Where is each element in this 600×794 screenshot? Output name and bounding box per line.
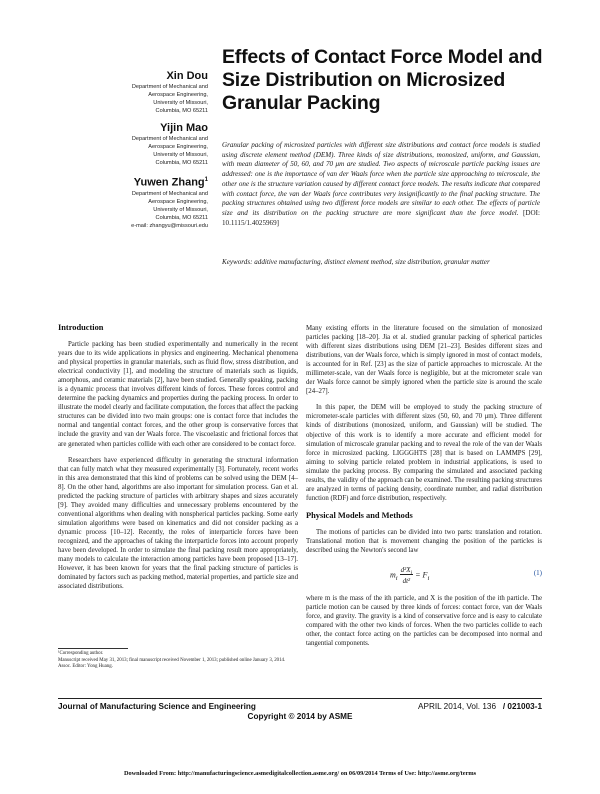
page-number: / 021003-1 — [502, 702, 542, 711]
equation-rhs: = F — [415, 570, 428, 580]
author-affiliation-line: Aerospace Engineering, — [148, 92, 208, 98]
author-list — [40, 70, 208, 237]
equation-denominator: dt² — [402, 577, 411, 586]
body-paragraph: Many existing efforts in the literature focused on the simulation of monosized particles packing [18–20]. Jia et al. studied granular packing of spherical particles with different sizes distributions using DEM [21–23]. Besides different sizes and distributions, van der Waals force, which is simply ignored in most of contact models, is accounted for in Ref. [23] as the size of particle approaches to microscale. At the millimeter-scale, van der Waals force is negligible, but at the micrometer scale van der Waals force cannot be simply ignored when the particle size is around the scale [24–27]. — [306, 325, 542, 396]
author-affiliation-line: Department of Mechanical and — [131, 136, 208, 142]
footnote-received: Manuscript received May 31, 2013; final manuscript received November 1, 2013; published online January 3, 2014. Assoc. Editor: Yong Huang. — [58, 657, 286, 670]
equation-numerator-text: d²X — [400, 566, 411, 575]
author-affiliation-line: University of Missouri, — [153, 100, 208, 106]
footnote — [58, 651, 298, 671]
issue-date-volume: APRIL 2014, Vol. 136 — [418, 702, 497, 711]
copyright: Copyright © 2014 by ASME — [247, 712, 353, 721]
download-notice[interactable]: Downloaded From: http://manufacturingscience.asmedigitalcollection.asme.org/ on 06/09/2014 Terms of Use: http://asme.org/terms — [123, 770, 477, 777]
issue-info — [418, 702, 542, 711]
author-name — [40, 174, 208, 190]
equation-body — [390, 566, 429, 585]
equation-newton — [306, 562, 542, 588]
equation-mass: m — [390, 570, 396, 580]
body-paragraph: Particle packing has been studied experimentally and numerically in the recent years due to its wide applications in physics and engineering. Mechanical phenomena and physical properties in granular materials, such as fluid flow, stress distribution, and electrical conductivity [1], and modeling the structure of materials such as liquids, amorphous, and ceramic materials [2], have been studied. Generally speaking, packing is a dynamic process that involves different kinds of forces. These forces control and determine the packing dynamics and properties during the packing process. In order to illustrate the model clearly and facilitate computation, the forces that affect the packing structures can be divided into two main groups: one is contact force that includes the normal and tangential contact forces, and the other group is conservative forces that include the gravity and van der Waals force. The viscoelastic and frictional forces that are generated when particles collide with each other are considered to be contact force. — [58, 341, 298, 448]
equation-subscript: i — [410, 570, 413, 577]
author-affiliation-line: University of Missouri, — [153, 152, 208, 158]
author-email[interactable]: e-mail: zhangyu@missouri.edu — [131, 222, 208, 229]
author-affiliation-line: Department of Mechanical and — [131, 190, 208, 197]
footer-rule — [58, 698, 542, 699]
author-affiliation-line: Columbia, MO 65211 — [155, 160, 208, 166]
author-affiliation-line: Aerospace Engineering, — [148, 144, 208, 150]
section-heading-introduction: Introduction — [58, 323, 104, 332]
left-column — [58, 322, 298, 598]
keywords: Keywords: additive manufacturing, distinct element method, size distribution, granular matter — [222, 258, 490, 266]
author-name: Yijin Mao — [160, 122, 208, 134]
body-paragraph: Researchers have experienced difficulty in generating the structural information that can fully match what they measured experimentally [3]. Fortunately, recent works in this area demonstrated that this kind of problems can be solved using the DEM [4–8]. On the other hand, algorithms are also important for simulation process. Gan et al. predicted the packing structure of particles with arbitrary shapes and sizes accurately [9]. They avoided many difficulties and unnecessary problems encountered by the conventional algorithms when dealing with nonspherical particles packing. Some early simulation algorithms were based on kinematics and did not consider packing as a dynamic process [10–12]. Recently, the roles of interparticle forces have been recognized, and the approaches of taking the interparticle forces into account properly have been developed. In order to simulate the final packing result more appropriately, many models to calculate the interaction among particles have been proposed [13–17]. However, it has been known for years that the final packing structure of particles is dominated by factors such as packing method, material properties, and particle size and associated distributions. — [58, 456, 298, 591]
body-paragraph: where m is the mass of the ith particle, and X is the position of the ith particle. The particle motion can be caused by three kinds of forces: contact force, van der Waals force, and gravity. The gravity is a kind of conservative force and is easy to calculate compared with the other two kinds of forces. When the two particles collide to each other, the contact force acting on the particles can be decomposed into normal and tangential components. — [306, 595, 542, 648]
author-affiliation-line: Aerospace Engineering, — [148, 198, 208, 205]
equation-numerator — [400, 566, 414, 575]
author-name-text: Yuwen Zhang — [133, 176, 205, 189]
author-affiliation-line: Columbia, MO 65211 — [155, 214, 208, 221]
author-affiliation-line: Columbia, MO 65211 — [155, 108, 208, 114]
author-block — [40, 70, 208, 115]
equation-subscript: i — [395, 575, 398, 583]
author-block — [40, 174, 208, 230]
abstract — [222, 141, 540, 228]
author-affiliation-line: University of Missouri, — [153, 206, 208, 213]
abstract-text: Granular packing of microsized particles with different size distributions and contact force models is studied using discrete element method (DEM). Three kinds of size distributions, monosized, uniform, and Gaussian, with mean diameter of 50, 60, and 70 μm are studied. Two aspects of microscale particle packing issues are addressed: one is the importance of van der Waals force when the particle size approaching to microscale, the other one is the structure variation caused by different contact force models. The results indicate that compared with contact force, the van der Waals force contributes very insignificantly to the final packing structure. The packing structures obtained using two different force models are similar to each other. The effects of particle size and its distribution on the packing structure are more significant than the force model. — [222, 141, 540, 217]
author-block — [40, 122, 208, 167]
paper-title: Effects of Contact Force Model and Size Distribution on Microsized Granular Packing — [222, 46, 543, 114]
journal-name: Journal of Manufacturing Science and Engineering — [58, 702, 256, 711]
equation-fraction — [400, 566, 414, 585]
equation-number[interactable]: (1) — [533, 569, 542, 578]
body-paragraph: The motions of particles can be divided into two parts: translation and rotation. Translational motion that is movement changing the position of the particles is described using the Newton's second law — [306, 528, 542, 554]
equation-subscript: i — [427, 575, 430, 583]
section-heading-methods: Physical Models and Methods — [306, 510, 413, 520]
right-column — [306, 324, 542, 655]
footnote-divider — [58, 648, 128, 649]
corresponding-marker: 1 — [204, 177, 208, 183]
author-name: Xin Dou — [166, 70, 208, 82]
body-paragraph: In this paper, the DEM will be employed to study the packing structure of micrometer-scale particles with different sizes (50, 60, and 70 μm). Three different kinds of distributions (monosized, uniform, and Gaussian) will be studied. The objective of this work is to identify a more accurate and efficient model for simulation of microscale granular packing and to reveal the role of the van der Waals force in microsized packing. LIGGGHTS [28] that is based on LAMMPS [29], aiming to solving particle related problem in industrial applications, is used to simulate the packing process. By comparing the simulated and associated packing results, the validity of the approach can be examined. The resulting packing structures are analyzed in terms of packing density, coordinate number, and radial distribution function (RDF) and force distribution, respectively. — [306, 404, 542, 502]
author-affiliation-line: Department of Mechanical and — [131, 84, 208, 90]
doi[interactable]: [DOI: 10.1115/1.4025969] — [222, 208, 540, 227]
footnote-corresponding: ¹Corresponding author. — [58, 651, 104, 656]
